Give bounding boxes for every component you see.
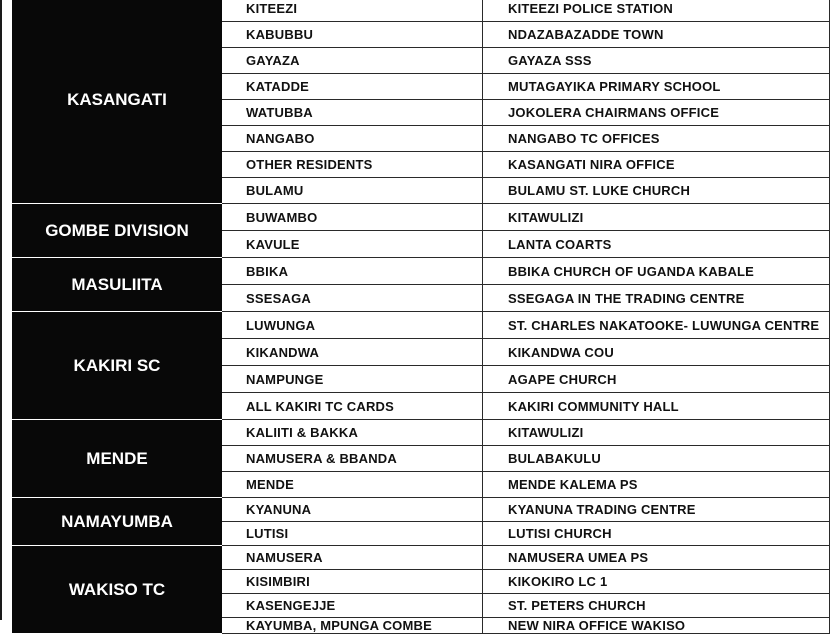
table-row xyxy=(13,546,830,570)
parish-cell: MENDE xyxy=(222,472,483,498)
venue-cell: BULABAKULU xyxy=(483,446,830,472)
page-left-rule xyxy=(0,0,2,620)
parish-cell: NAMUSERA & BBANDA xyxy=(222,446,483,472)
venue-cell: SSEGAGA IN THE TRADING CENTRE xyxy=(483,285,830,312)
area-cell: MENDE xyxy=(13,420,222,498)
venue-cell: KITAWULIZI xyxy=(483,420,830,446)
venue-cell: BBIKA CHURCH OF UGANDA KABALE xyxy=(483,258,830,285)
table-row xyxy=(13,498,830,522)
parish-cell: KASENGEJJE xyxy=(222,594,483,618)
parish-cell: BULAMU xyxy=(222,178,483,204)
venue-cell: MENDE KALEMA PS xyxy=(483,472,830,498)
venue-cell: AGAPE CHURCH xyxy=(483,366,830,393)
venue-cell: LANTA COARTS xyxy=(483,231,830,258)
table-row xyxy=(13,204,830,231)
venue-cell: GAYAZA SSS xyxy=(483,48,830,74)
table-row xyxy=(13,0,830,22)
venue-cell: BULAMU ST. LUKE CHURCH xyxy=(483,178,830,204)
parish-cell: KIKANDWA xyxy=(222,339,483,366)
parish-cell: NANGABO xyxy=(222,126,483,152)
table-row xyxy=(13,312,830,339)
parish-cell: SSESAGA xyxy=(222,285,483,312)
table-row xyxy=(13,258,830,285)
schedule-table-body xyxy=(13,0,830,634)
venue-cell: NANGABO TC OFFICES xyxy=(483,126,830,152)
venue-cell: KIKOKIRO LC 1 xyxy=(483,570,830,594)
parish-cell: KALIITI & BAKKA xyxy=(222,420,483,446)
parish-cell: GAYAZA xyxy=(222,48,483,74)
area-cell: MASULIITA xyxy=(13,258,222,312)
venue-cell: NEW NIRA OFFICE WAKISO xyxy=(483,618,830,634)
parish-cell: KATADDE xyxy=(222,74,483,100)
parish-cell: KAYUMBA, MPUNGA COMBE xyxy=(222,618,483,634)
venue-cell: LUTISI CHURCH xyxy=(483,522,830,546)
parish-cell: NAMUSERA xyxy=(222,546,483,570)
parish-cell: ALL KAKIRI TC CARDS xyxy=(222,393,483,420)
parish-cell: LUTISI xyxy=(222,522,483,546)
venue-cell: KASANGATI NIRA OFFICE xyxy=(483,152,830,178)
venue-cell: KAKIRI COMMUNITY HALL xyxy=(483,393,830,420)
parish-cell: WATUBBA xyxy=(222,100,483,126)
parish-cell: KITEEZI xyxy=(222,0,483,22)
area-cell: GOMBE DIVISION xyxy=(13,204,222,258)
venue-cell: KITEEZI POLICE STATION xyxy=(483,0,830,22)
venue-cell: MUTAGAYIKA PRIMARY SCHOOL xyxy=(483,74,830,100)
parish-cell: KISIMBIRI xyxy=(222,570,483,594)
area-cell: KAKIRI SC xyxy=(13,312,222,420)
venue-cell: ST. PETERS CHURCH xyxy=(483,594,830,618)
table-row xyxy=(13,420,830,446)
parish-cell: LUWUNGA xyxy=(222,312,483,339)
parish-cell: KAVULE xyxy=(222,231,483,258)
parish-cell: OTHER RESIDENTS xyxy=(222,152,483,178)
parish-cell: NAMPUNGE xyxy=(222,366,483,393)
schedule-table xyxy=(12,0,830,634)
parish-cell: KABUBBU xyxy=(222,22,483,48)
parish-cell: BBIKA xyxy=(222,258,483,285)
venue-cell: NAMUSERA UMEA PS xyxy=(483,546,830,570)
parish-cell: KYANUNA xyxy=(222,498,483,522)
venue-cell: KIKANDWA COU xyxy=(483,339,830,366)
venue-cell: ST. CHARLES NAKATOOKE- LUWUNGA CENTRE xyxy=(483,312,830,339)
area-cell: KASANGATI xyxy=(13,0,222,204)
area-cell: NAMAYUMBA xyxy=(13,498,222,546)
parish-cell: BUWAMBO xyxy=(222,204,483,231)
area-cell: WAKISO TC xyxy=(13,546,222,634)
venue-cell: KYANUNA TRADING CENTRE xyxy=(483,498,830,522)
venue-cell: KITAWULIZI xyxy=(483,204,830,231)
venue-cell: JOKOLERA CHAIRMANS OFFICE xyxy=(483,100,830,126)
venue-cell: NDAZABAZADDE TOWN xyxy=(483,22,830,48)
